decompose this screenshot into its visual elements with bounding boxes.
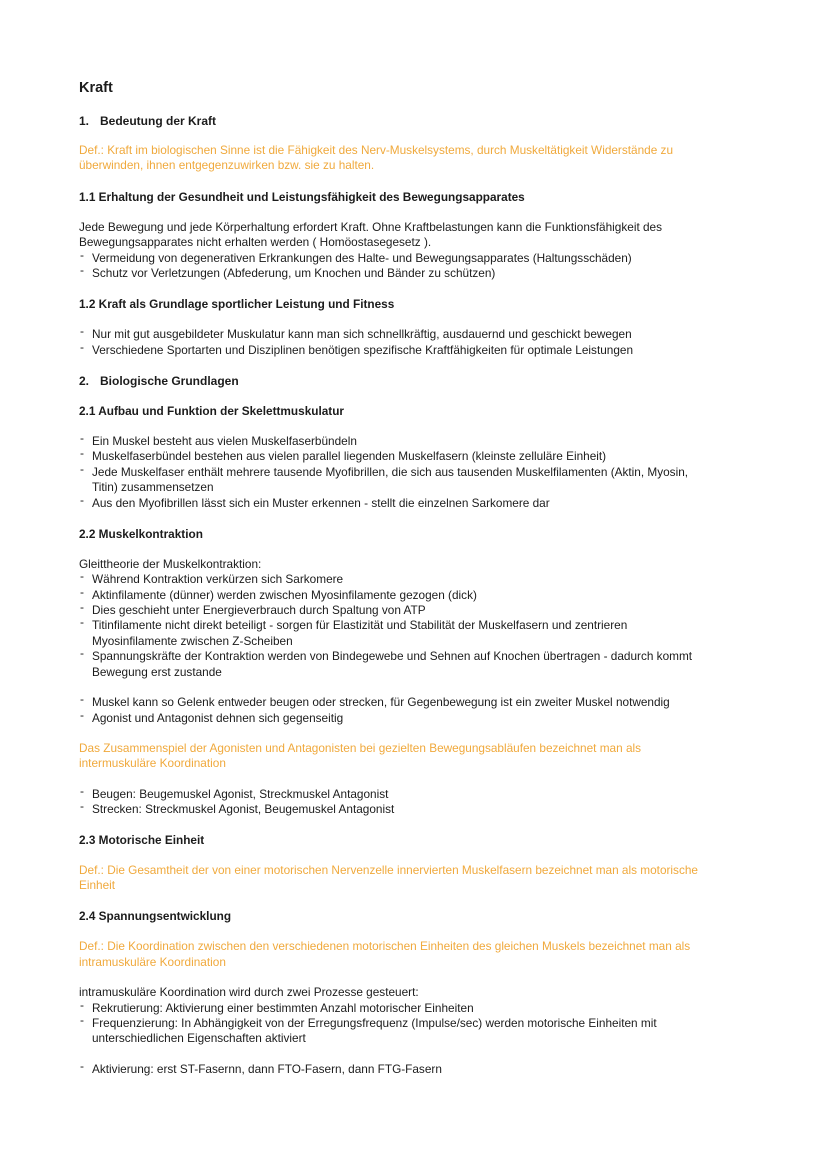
list-item: - Muskel kann so Gelenk entweder beugen oder strecken, für Gegenbewegung ist ein zweiter Muskel notwendig <box>79 695 670 711</box>
subheading-1-2: 1.2 Kraft als Grundlage sportlicher Leistung und Fitness <box>79 297 395 311</box>
paragraph-line: Bewegungsapparates nicht erhalten werden ( Homöostasegesetz ). <box>79 235 432 249</box>
section-number: 1. <box>79 114 90 128</box>
definition-intramuskulaer-line-2: intramuskuläre Koordination <box>79 955 226 969</box>
definition-kraft-line-1: Def.: Kraft im biologischen Sinne ist die Fähigkeit des Nerv-Muskelsystems, durch Muskeltätigkeit Widerstände zu <box>79 143 674 157</box>
list-item: - Agonist und Antagonist dehnen sich gegenseitig <box>79 711 343 727</box>
list-item: - Während Kontraktion verkürzen sich Sarkomere <box>79 572 343 588</box>
subheading-2-1: 2.1 Aufbau und Funktion der Skelettmuskulatur <box>79 404 345 418</box>
list-item: - Aktinfilamente (dünner) werden zwischen Myosinfilamente gezogen (dick) <box>79 588 477 604</box>
list-item: - Dies geschieht unter Energieverbrauch durch Spaltung von ATP <box>79 603 426 619</box>
paragraph-intro: Gleittheorie der Muskelkontraktion: <box>79 557 262 571</box>
subheading-1-1: 1.1 Erhaltung der Gesundheit und Leistungsfähigkeit des Bewegungsapparates <box>79 190 525 204</box>
list-item: - Beugen: Beugemuskel Agonist, Streckmuskel Antagonist <box>79 787 388 803</box>
definition-kraft-line-2: überwinden, ihnen entgegenzuwirken bzw. sie zu halten. <box>79 158 375 172</box>
list-item-continuation: Titin) zusammensetzen <box>92 480 214 494</box>
definition-intramuskulaer-line-1: Def.: Die Koordination zwischen den verschiedenen motorischen Einheiten des gleichen Muskels bezeichnet man als <box>79 939 691 953</box>
list-item: - Schutz vor Verletzungen (Abfederung, um Knochen und Bänder zu schützen) <box>79 266 495 282</box>
list-item: - Nur mit gut ausgebildeter Muskulatur kann man sich schnellkräftig, ausdauernd und geschickt bewegen <box>79 327 632 343</box>
list-item: - Vermeidung von degenerativen Erkrankungen des Halte- und Bewegungsapparates (Haltungsschäden) <box>79 251 632 267</box>
list-item: - Verschiedene Sportarten und Disziplinen benötigen spezifische Kraftfähigkeiten für optimale Leistungen <box>79 343 633 359</box>
paragraph-line: Jede Bewegung und jede Körperhaltung erfordert Kraft. Ohne Kraftbelastungen kann die Funktionsfähigkeit des <box>79 220 663 234</box>
section-title: Biologische Grundlagen <box>100 374 239 388</box>
section-title: Bedeutung der Kraft <box>100 114 217 128</box>
list-item: - Frequenzierung: In Abhängigkeit von der Erregungsfrequenz (Impulse/sec) werden motorische Einheiten mit <box>79 1016 657 1032</box>
definition-intermuskulaer-line-2: intermuskuläre Koordination <box>79 756 226 770</box>
list-item-continuation: Bewegung erst zustande <box>92 665 222 679</box>
definition-motorische-einheit-line-1: Def.: Die Gesamtheit der von einer motorischen Nervenzelle innervierten Muskelfasern bezeichnet man als motorische <box>79 863 698 877</box>
list-item: - Spannungskräfte der Kontraktion werden von Bindegewebe und Sehnen auf Knochen übertragen - dadurch kommt <box>79 649 692 665</box>
list-item: - Titinfilamente nicht direkt beteiligt - sorgen für Elastizität und Stabilität der Muskelfasern und zentrieren <box>79 618 627 634</box>
paragraph-intro: intramuskuläre Koordination wird durch zwei Prozesse gesteuert: <box>79 985 419 999</box>
list-item: - Ein Muskel besteht aus vielen Muskelfaserbündeln <box>79 434 357 450</box>
subheading-2-3: 2.3 Motorische Einheit <box>79 833 205 847</box>
list-item-continuation: unterschiedlichen Eigenschaften aktiviert <box>92 1031 306 1045</box>
section-heading-2 <box>79 374 239 388</box>
list-item: - Aus den Myofibrillen lässt sich ein Muster erkennen - stellt die einzelnen Sarkomere dar <box>79 496 550 512</box>
page-title: Kraft <box>79 80 113 96</box>
list-item-continuation: Myosinfilamente zwischen Z-Scheiben <box>92 634 293 648</box>
list-item: - Aktivierung: erst ST-Fasernn, dann FTO-Fasern, dann FTG-Fasern <box>79 1062 442 1078</box>
subheading-2-4: 2.4 Spannungsentwicklung <box>79 909 232 923</box>
section-heading-1 <box>79 114 216 128</box>
list-item: - Rekrutierung: Aktivierung einer bestimmten Anzahl motorischer Einheiten <box>79 1001 474 1017</box>
subheading-2-2: 2.2 Muskelkontraktion <box>79 527 203 541</box>
definition-intermuskulaer-line-1: Das Zusammenspiel der Agonisten und Antagonisten bei gezielten Bewegungsabläufen bezeichnet man als <box>79 741 642 755</box>
list-item: - Jede Muskelfaser enthält mehrere tausende Myofibrillen, die sich aus tausenden Muskelfilamenten (Aktin, Myosin, <box>79 465 688 481</box>
section-number: 2. <box>79 374 90 388</box>
list-item: - Muskelfaserbündel bestehen aus vielen parallel liegenden Muskelfasern (kleinste zelluläre Einheit) <box>79 449 606 465</box>
list-item: - Strecken: Streckmuskel Agonist, Beugemuskel Antagonist <box>79 802 394 818</box>
definition-motorische-einheit-line-2: Einheit <box>79 878 116 892</box>
